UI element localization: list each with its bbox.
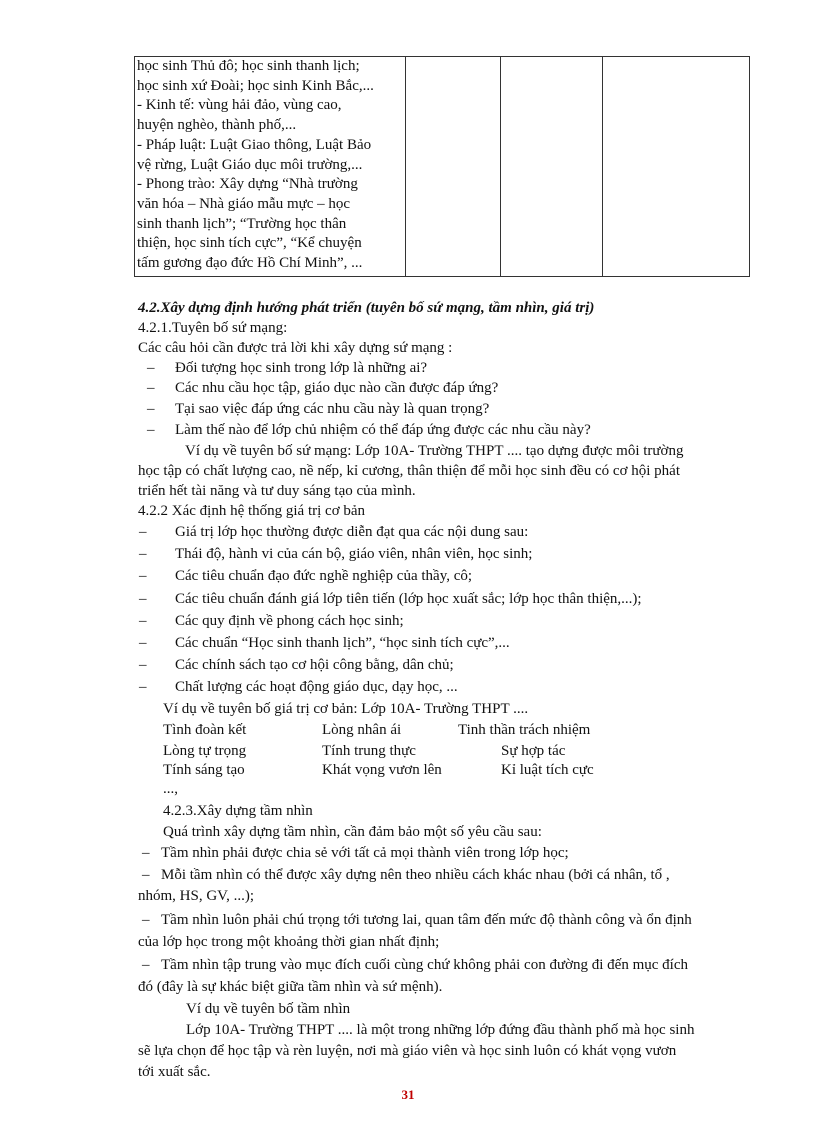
table-cell-empty	[603, 57, 750, 277]
values-subheading: 4.2.2 Xác định hệ thống giá trị cơ bản	[138, 503, 366, 519]
dash-bullet: –	[139, 657, 147, 673]
values-bullet: Các chuẩn “Học sinh thanh lịch”, “học sinh tích cực”,...	[175, 635, 510, 651]
dash-bullet: –	[142, 867, 150, 883]
value-item: Tinh thần trách nhiệm	[458, 722, 591, 738]
mission-bullet: Các nhu cầu học tập, giáo dục nào cần được đáp ứng?	[175, 380, 499, 396]
vision-bullet-line: đó (đây là sự khác biệt giữa tầm nhìn và sứ mệnh).	[138, 979, 443, 995]
values-etc: ...,	[163, 781, 178, 797]
value-item: Kỉ luật tích cực	[501, 762, 594, 778]
dash-bullet: –	[147, 422, 155, 438]
vision-example-line: tới xuất sắc.	[138, 1064, 211, 1080]
mission-example-line: học tập có chất lượng cao, nề nếp, kỉ cương, thân thiện để mỗi học sinh đều có cơ hội phát	[138, 463, 680, 479]
cell-line: văn hóa – Nhà giáo mẫu mực – học	[137, 195, 351, 212]
cell-line: học sinh Thủ đô; học sinh thanh lịch;	[137, 58, 360, 74]
cell-line: thiện, học sinh tích cực”, “Kể chuyện	[137, 235, 362, 252]
values-bullet: Các tiêu chuẩn đạo đức nghề nghiệp của thầy, cô;	[175, 568, 473, 584]
vision-bullet-line: Tầm nhìn luôn phải chú trọng tới tương lai, quan tâm đến mức độ thành công và ổn định	[161, 912, 692, 928]
values-bullet: Các chính sách tạo cơ hội công bằng, dân chủ;	[175, 657, 454, 673]
value-item: Tình đoàn kết	[163, 722, 247, 738]
mission-example-line: triển hết tài năng và tư duy sáng tạo của mình.	[138, 483, 416, 499]
mission-bullet: Đối tượng học sinh trong lớp là những ai?	[175, 360, 428, 376]
dash-bullet: –	[139, 546, 147, 562]
dash-bullet: –	[142, 845, 150, 861]
vision-example-heading: Ví dụ về tuyên bố tầm nhìn	[186, 1001, 351, 1017]
dash-bullet: –	[139, 679, 147, 695]
vision-example-line: Lớp 10A- Trường THPT .... là một trong những lớp đứng đầu thành phố mà học sinh	[186, 1022, 695, 1038]
values-bullet: Các quy định về phong cách học sinh;	[175, 613, 404, 629]
table-cell-empty	[406, 57, 501, 277]
page-number: 31	[401, 1087, 415, 1102]
vision-bullet-line: của lớp học trong một khoảng thời gian nhất định;	[138, 934, 440, 950]
vision-example-line: sẽ lựa chọn để học tập và rèn luyện, nơi mà giáo viên và học sinh luôn có khát vọng vươn	[138, 1043, 677, 1059]
table-cell-empty	[501, 57, 603, 277]
dash-bullet: –	[139, 568, 147, 584]
value-item: Lòng nhân ái	[322, 722, 402, 738]
cell-line: sinh thanh lịch”; “Trường học thân	[137, 215, 347, 232]
vision-subheading: 4.2.3.Xây dựng tầm nhìn	[163, 803, 313, 819]
vision-bullet-line: Mỗi tầm nhìn có thể được xây dựng nên theo nhiều cách khác nhau (bởi cá nhân, tổ ,	[161, 867, 670, 883]
dash-bullet: –	[147, 360, 155, 376]
mission-intro: Các câu hỏi cần được trả lời khi xây dựng sứ mạng :	[138, 340, 453, 356]
value-item: Khát vọng vươn lên	[322, 762, 442, 778]
dash-bullet: –	[147, 380, 155, 396]
dash-bullet: –	[139, 613, 147, 629]
dash-bullet: –	[139, 524, 147, 540]
cell-line: vệ rừng, Luật Giáo dục môi trường,...	[137, 156, 363, 173]
cell-line: - Phong trào: Xây dựng “Nhà trường	[137, 176, 358, 193]
value-item: Sự hợp tác	[501, 743, 566, 759]
cell-line: tấm gương đạo đức Hồ Chí Minh”, ...	[137, 255, 363, 272]
vision-intro: Quá trình xây dựng tầm nhìn, cần đảm bảo một số yêu cầu sau:	[163, 824, 542, 840]
cell-line: - Kinh tế: vùng hải đảo, vùng cao,	[137, 97, 342, 114]
table-row	[135, 57, 750, 277]
section-heading: 4.2.Xây dựng định hướng phát triển (tuyên bố sứ mạng, tầm nhìn, giá trị)	[138, 300, 595, 316]
values-bullet: Các tiêu chuẩn đánh giá lớp tiên tiến (lớp học xuất sắc; lớp học thân thiện,...);	[175, 591, 642, 607]
dash-bullet: –	[142, 957, 150, 973]
cell-line: huyện nghèo, thành phố,...	[137, 117, 297, 134]
vision-bullet-line: Tầm nhìn tập trung vào mục đích cuối cùng chứ không phải con đường đi đến mục đích	[161, 957, 688, 973]
content-table	[134, 56, 750, 277]
cell-line: học sinh xứ Đoài; học sinh Kinh Bắc,...	[137, 77, 374, 94]
vision-bullet-line: Tầm nhìn phải được chia sẻ với tất cả mọi thành viên trong lớp học;	[161, 845, 569, 861]
values-bullet: Thái độ, hành vi của cán bộ, giáo viên, nhân viên, học sinh;	[175, 546, 533, 562]
value-item: Tính trung thực	[322, 743, 416, 759]
values-example-intro: Ví dụ về tuyên bố giá trị cơ bản: Lớp 10A- Trường THPT ....	[163, 701, 529, 717]
mission-bullet: Tại sao việc đáp ứng các nhu cầu này là quan trọng?	[175, 401, 490, 417]
value-item: Lòng tự trọng	[163, 743, 247, 759]
vision-bullet-line: nhóm, HS, GV, ...);	[138, 888, 254, 904]
table-cell-content	[135, 57, 406, 277]
dash-bullet: –	[147, 401, 155, 417]
cell-line: - Pháp luật: Luật Giao thông, Luật Bảo	[137, 136, 372, 153]
values-bullet: Giá trị lớp học thường được diễn đạt qua các nội dung sau:	[175, 524, 529, 540]
values-bullet: Chất lượng các hoạt động giáo dục, dạy học, ...	[175, 679, 458, 695]
dash-bullet: –	[139, 591, 147, 607]
dash-bullet: –	[142, 912, 150, 928]
mission-subheading: 4.2.1.Tuyên bố sứ mạng:	[138, 320, 288, 336]
value-item: Tính sáng tạo	[163, 762, 245, 778]
mission-example-line: Ví dụ về tuyên bố sứ mạng: Lớp 10A- Trường THPT .... tạo dựng được môi trường	[185, 443, 684, 459]
dash-bullet: –	[139, 635, 147, 651]
mission-bullet: Làm thế nào để lớp chủ nhiệm có thể đáp ứng được các nhu cầu này?	[175, 422, 591, 438]
